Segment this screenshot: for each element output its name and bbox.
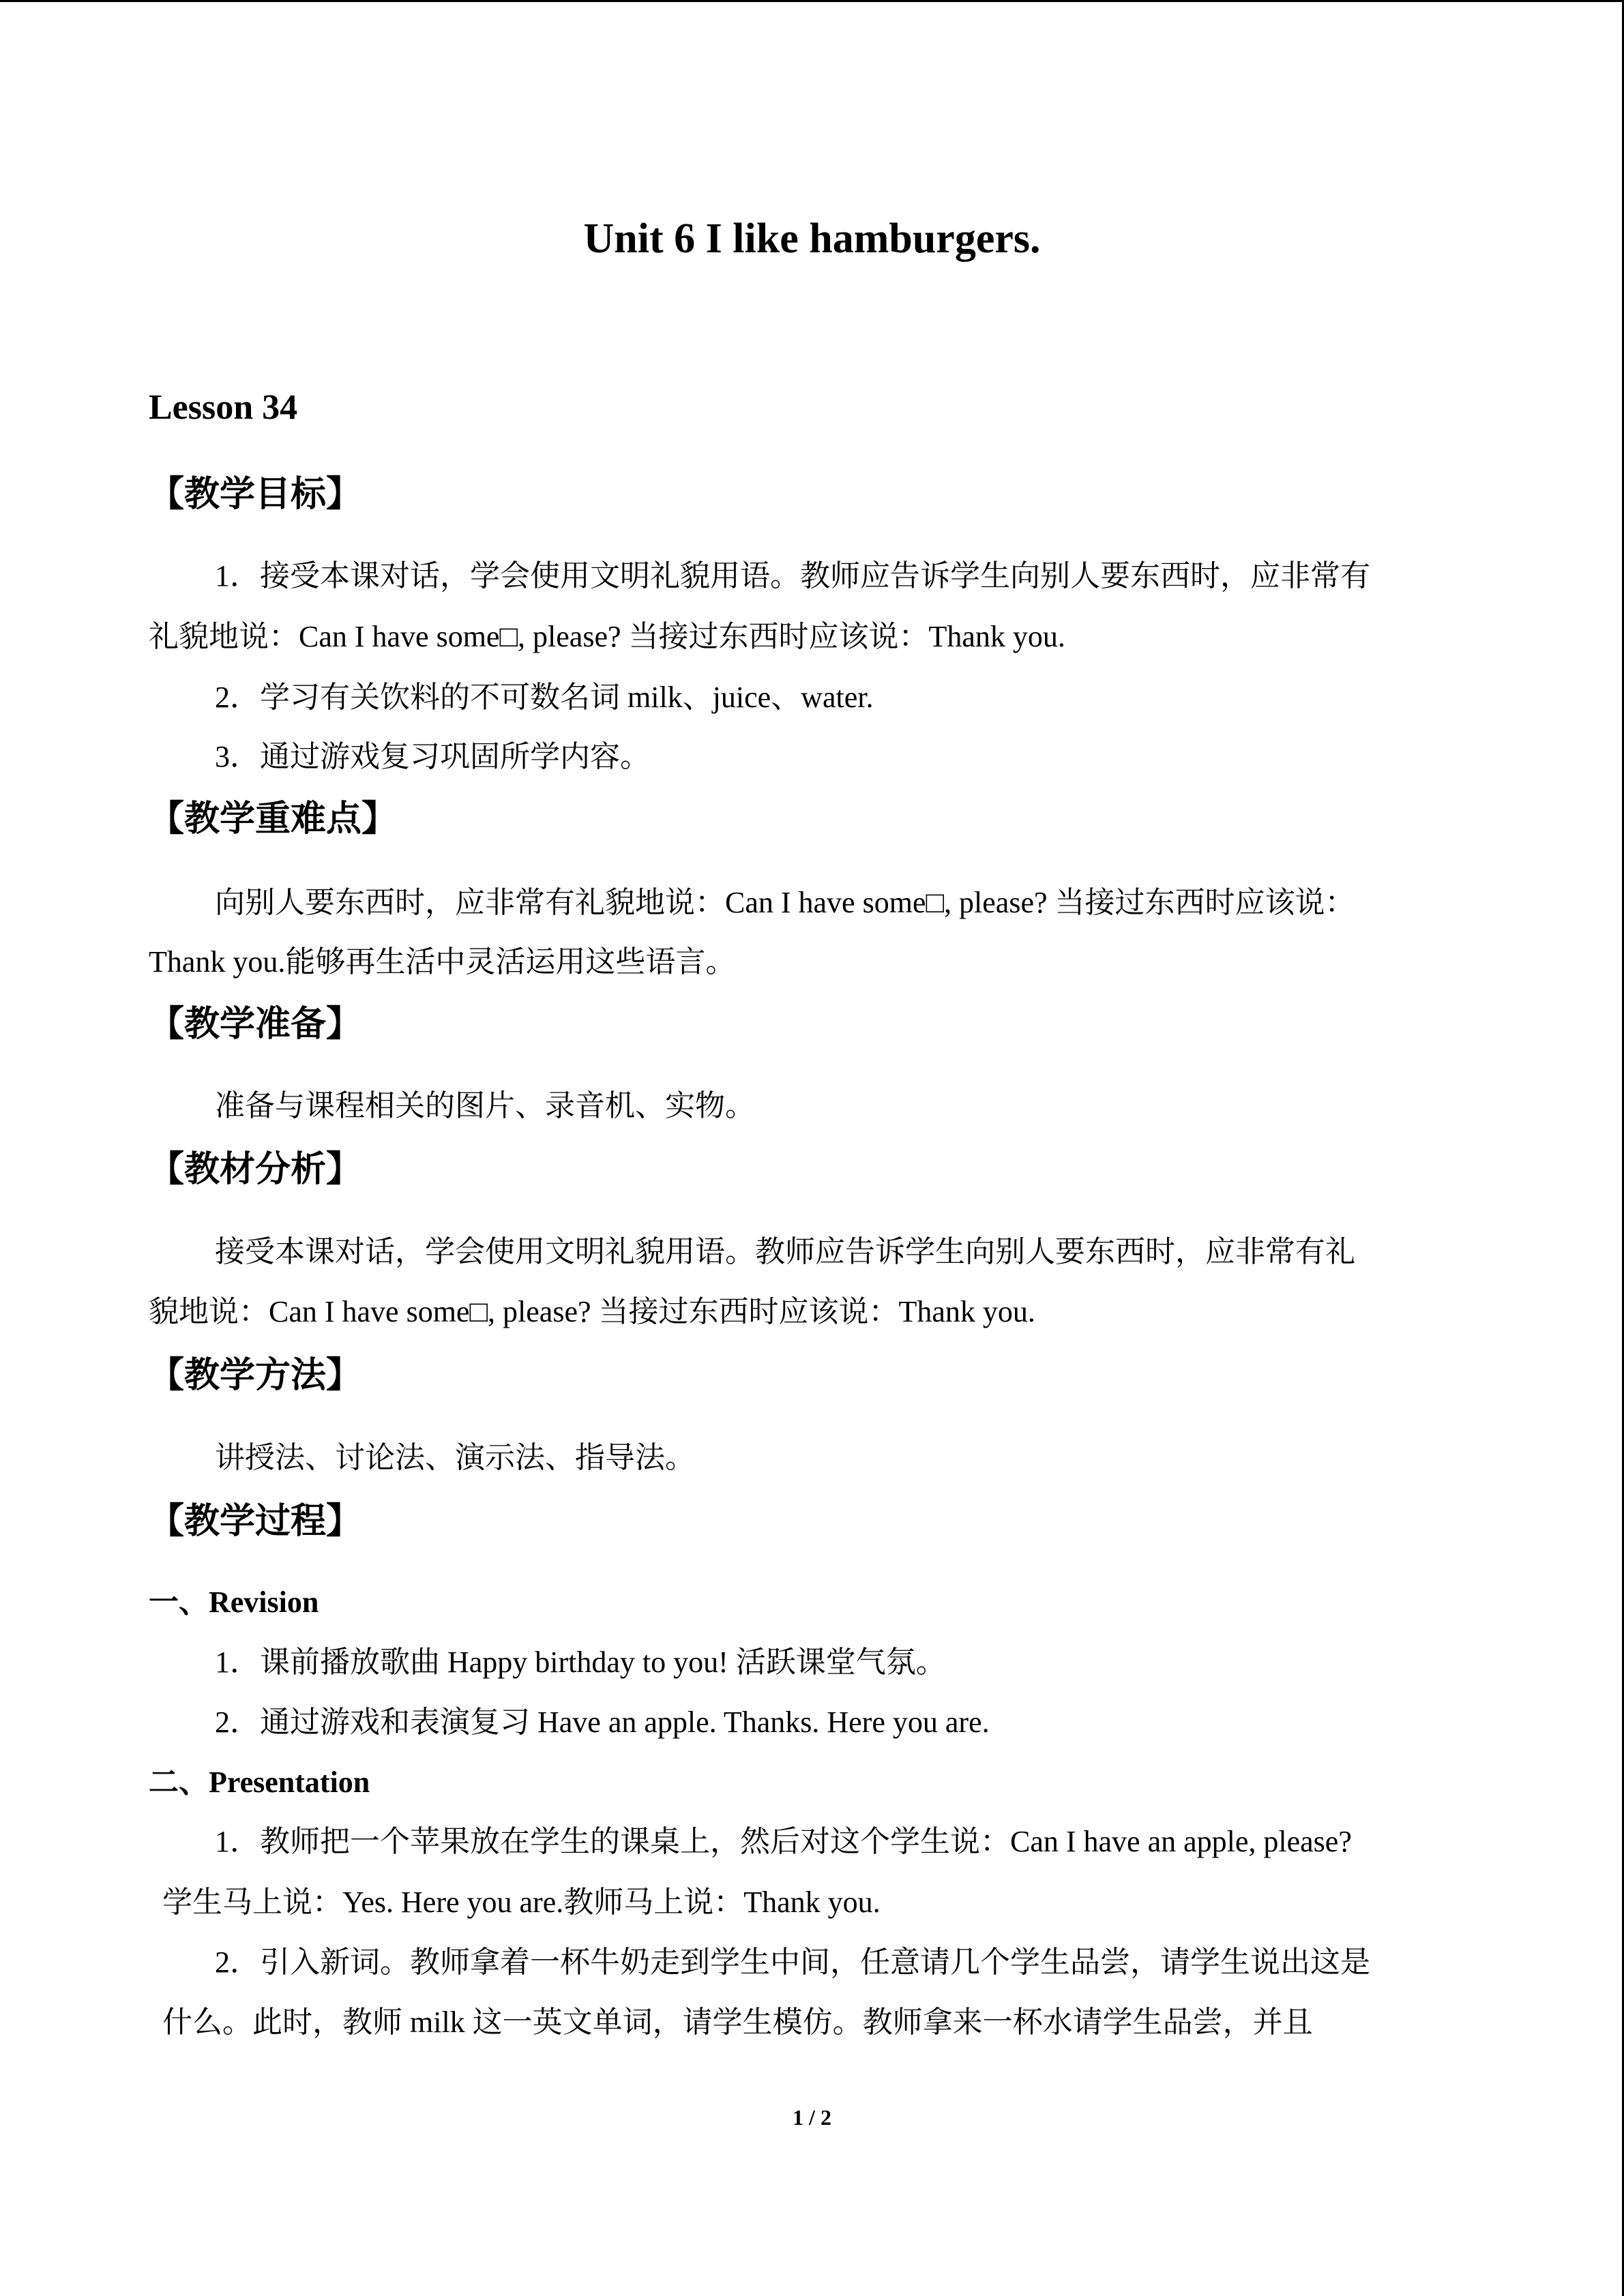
heading-objectives: 【教学目标】: [149, 474, 362, 515]
heading-analysis: 【教材分析】: [149, 1149, 362, 1190]
presentation-item-1-line-2: 学生马上说：Yes. Here you are.教师马上说：Thank you.: [162, 1885, 881, 1919]
presentation-label: 二、Presentation: [149, 1765, 370, 1799]
objectives-item-1-line-1: 1．接受本课对话，学会使用文明礼貌用语。教师应告诉学生向别人要东西时，应非常有: [215, 559, 1370, 593]
revision-item-1: 1．课前播放歌曲 Happy birthday to you! 活跃课堂气氛。: [215, 1645, 946, 1679]
key-points-line-2: Thank you.能够再生活中灵活运用这些语言。: [149, 945, 736, 979]
objectives-item-2: 2．学习有关饮料的不可数名词 milk、juice、water.: [215, 681, 874, 714]
page-number: 1 / 2: [793, 2105, 831, 2130]
key-points-line-1: 向别人要东西时，应非常有礼貌地说：Can I have some□, please? 当接过东西时应该说：: [215, 886, 1355, 919]
analysis-line-2: 貌地说：Can I have some□, please? 当接过东西时应该说：Thank you.: [149, 1295, 1035, 1328]
objectives-item-1-line-2: 礼貌地说：Can I have some□, please? 当接过东西时应该说：Thank you.: [149, 620, 1065, 653]
heading-key-points: 【教学重难点】: [149, 799, 398, 839]
page-top-border: [0, 0, 1624, 2]
presentation-item-2-line-1: 2．引入新词。教师拿着一杯牛奶走到学生中间，任意请几个学生品尝，请学生说出这是: [215, 1945, 1370, 1979]
heading-process: 【教学过程】: [149, 1501, 362, 1542]
revision-label: 一、Revision: [149, 1585, 319, 1619]
presentation-item-2-line-2: 什么。此时，教师 milk 这一英文单词，请学生模仿。教师拿来一杯水请学生品尝，并且: [162, 2006, 1313, 2039]
objectives-item-3: 3．通过游戏复习巩固所学内容。: [215, 740, 650, 773]
preparation-text: 准备与课程相关的图片、录音机、实物。: [215, 1089, 755, 1122]
document-title: Unit 6 I like hamburgers.: [583, 215, 1041, 262]
heading-methods: 【教学方法】: [149, 1355, 362, 1396]
presentation-item-1-line-1: 1．教师把一个苹果放在学生的课桌上，然后对这个学生说：Can I have an apple, please?: [215, 1825, 1352, 1858]
revision-item-2: 2．通过游戏和表演复习 Have an apple. Thanks. Here you are.: [215, 1705, 990, 1739]
heading-preparation: 【教学准备】: [149, 1004, 362, 1045]
analysis-line-1: 接受本课对话，学会使用文明礼貌用语。教师应告诉学生向别人要东西时，应非常有礼: [215, 1235, 1355, 1268]
lesson-label: Lesson 34: [149, 388, 298, 427]
methods-text: 讲授法、讨论法、演示法、指导法。: [215, 1441, 695, 1474]
